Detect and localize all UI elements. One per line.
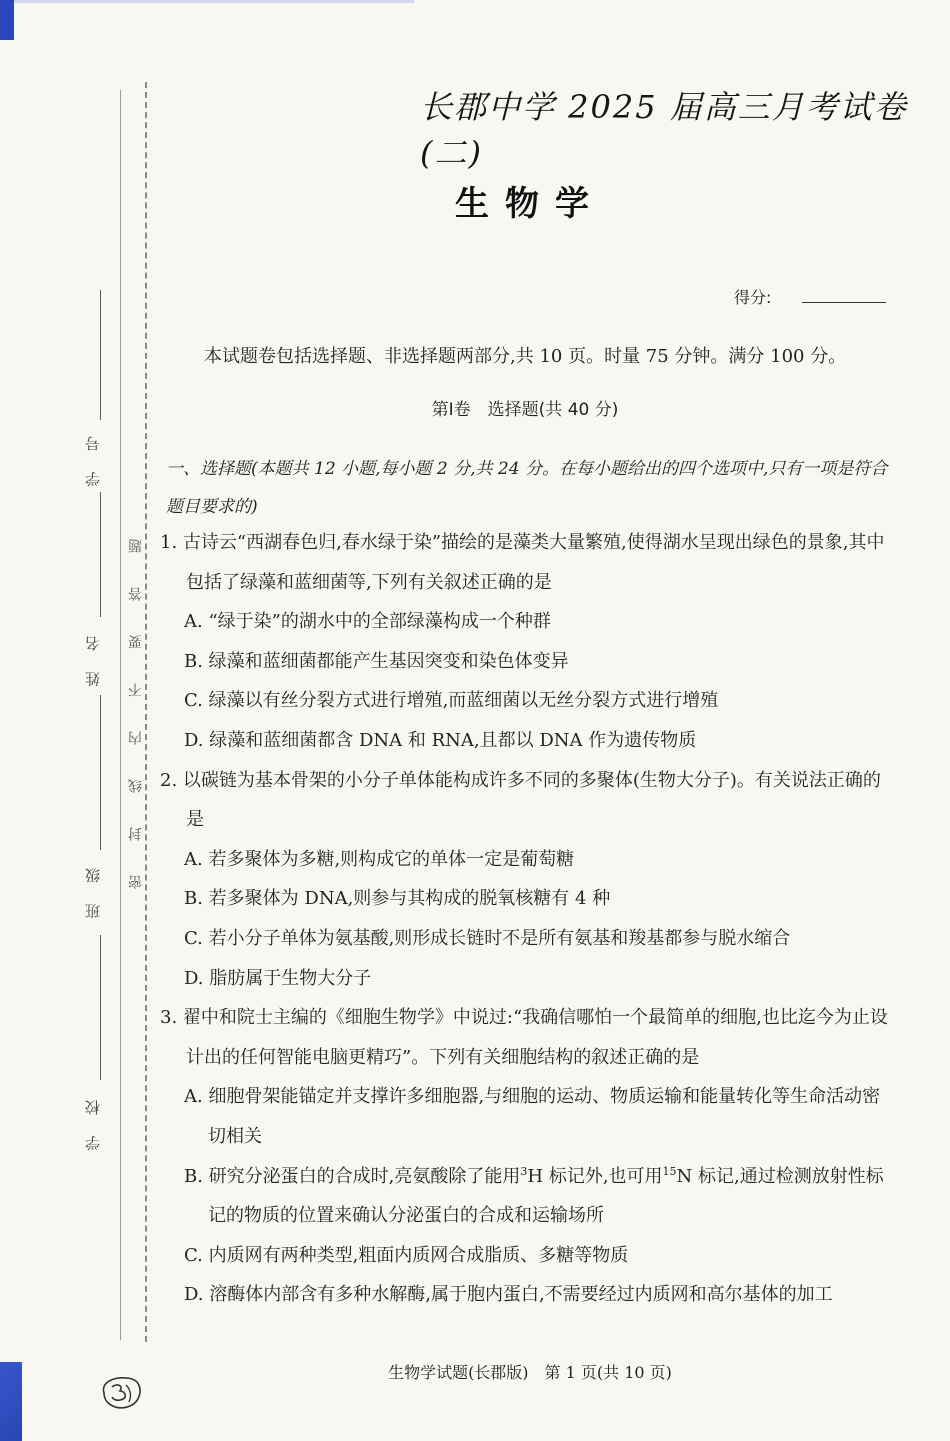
exam-title: 长郡中学 2025 届高三月考试卷(二) bbox=[420, 88, 908, 172]
seal-line-notice: 密封线内不要答题 bbox=[128, 505, 144, 889]
option-b bbox=[160, 1157, 895, 1236]
page-footer: 生物学试题(长郡版) 第 1 页(共 10 页) bbox=[388, 1363, 672, 1382]
option-a: A. 若多聚体为多糖,则构成它的单体一定是葡萄糖 bbox=[184, 848, 575, 870]
option-b-suffix: N 标记,通过检测放射性标记的物质的位置来确认分泌蛋白的合成和运输场所 bbox=[208, 1165, 884, 1227]
class-blank[interactable] bbox=[100, 695, 101, 850]
scan-artifact-top bbox=[0, 0, 14, 40]
handwritten-mark-icon bbox=[96, 1373, 146, 1411]
option-a: A. “绿于染”的湖水中的全部绿藻构成一个种群 bbox=[184, 611, 551, 633]
binding-line-outer bbox=[120, 90, 121, 1340]
option-a: A. 细胞骨架能锚定并支撑许多细胞器,与细胞的运动、物质运输和能量转化等生命活动密切相关 bbox=[184, 1086, 881, 1147]
part-heading: 一、选择题(本题共 12 小题,每小题 2 分,共 24 分。在每小题给出的四个选项中,只有一项是符合题目要求的) bbox=[166, 459, 888, 517]
exam-instructions: 本试题卷包括选择题、非选择题两部分,共 10 页。时量 75 分钟。满分 100 分。 bbox=[204, 346, 847, 367]
question-stem: 3. 翟中和院士主编的《细胞生物学》中说过:“我确信哪怕一个最简单的细胞,也比迄今为止设计出的任何智能电脑更精巧”。下列有关细胞结构的叙述正确的是 bbox=[160, 1007, 888, 1068]
question-2 bbox=[160, 761, 895, 999]
question-1 bbox=[160, 523, 895, 761]
name-blank[interactable] bbox=[100, 492, 101, 617]
questions-area bbox=[160, 523, 895, 1315]
option-b: B. 绿藻和蓝细菌都能产生基因突变和染色体变异 bbox=[184, 650, 569, 672]
side-label-class: 班 级 bbox=[84, 860, 102, 919]
option-b-mid: H 标记外,也可用 bbox=[527, 1165, 663, 1187]
option-c: C. 若小分子单体为氨基酸,则形成长链时不是所有氨基和羧基都参与脱水缩合 bbox=[184, 927, 791, 949]
option-b: B. 若多聚体为 DNA,则参与其构成的脱氧核糖有 4 种 bbox=[184, 888, 611, 910]
subject-title: 生物学 bbox=[455, 184, 605, 224]
option-c: C. 绿藻以有丝分裂方式进行增殖,而蓝细菌以无丝分裂方式进行增殖 bbox=[184, 690, 719, 712]
option-d: D. 绿藻和蓝细菌都含 DNA 和 RNA,且都以 DNA 作为遗传物质 bbox=[184, 729, 697, 751]
isotope-h-mass: 3 bbox=[520, 1164, 528, 1178]
score-blank[interactable] bbox=[802, 302, 886, 303]
option-d: D. 溶酶体内部含有多种水解酶,属于胞内蛋白,不需要经过内质网和高尔基体的加工 bbox=[184, 1284, 833, 1306]
side-label-name: 姓 名 bbox=[84, 628, 102, 687]
question-3 bbox=[160, 998, 895, 1315]
side-label-school: 学 校 bbox=[84, 1092, 102, 1151]
isotope-n-mass: 15 bbox=[662, 1164, 677, 1178]
section-title: 第Ⅰ卷 选择题(共 40 分) bbox=[431, 400, 619, 420]
score-label: 得分: bbox=[734, 288, 772, 307]
scan-artifact-strip bbox=[14, 0, 414, 3]
option-b-prefix: B. 研究分泌蛋白的合成时,亮氨酸除了能用 bbox=[184, 1165, 521, 1187]
side-label-student-id: 学 号 bbox=[84, 428, 102, 487]
option-d: D. 脂肪属于生物大分子 bbox=[184, 967, 372, 989]
question-stem: 1. 古诗云“西湖春色归,春水绿于染”描绘的是藻类大量繁殖,使得湖水呈现出绿色的景象,其中包括了绿藻和蓝细菌等,下列有关叙述正确的是 bbox=[160, 532, 885, 593]
option-c: C. 内质网有两种类型,粗面内质网合成脂质、多糖等物质 bbox=[184, 1244, 629, 1266]
school-blank[interactable] bbox=[100, 935, 101, 1080]
question-stem: 2. 以碳链为基本骨架的小分子单体能构成许多不同的多聚体(生物大分子)。有关说法正确的是 bbox=[160, 769, 881, 831]
